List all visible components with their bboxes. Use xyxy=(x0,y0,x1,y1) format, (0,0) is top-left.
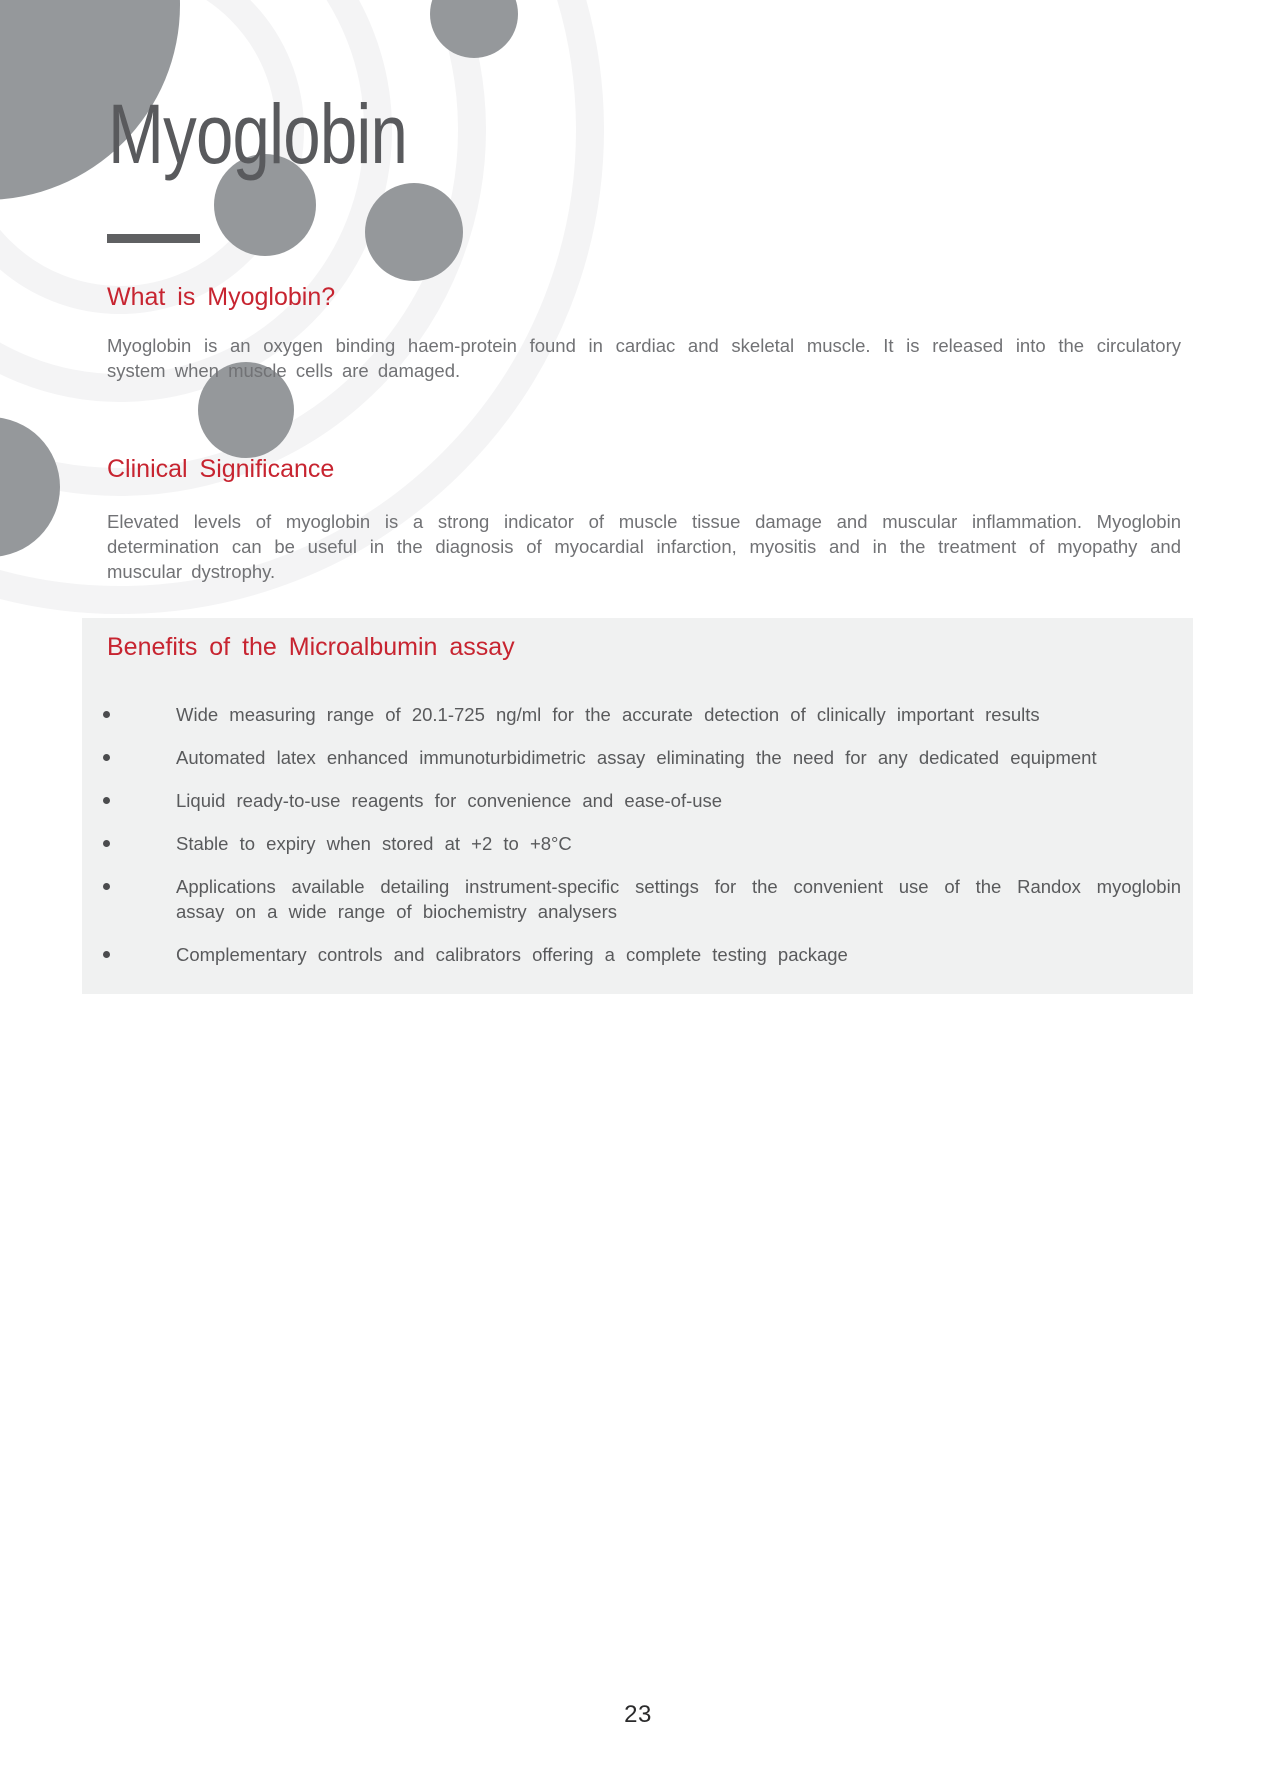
bullet-dot-icon xyxy=(103,754,110,761)
benefit-list-item-text: Liquid ready-to-use reagents for convenience and ease-of-use xyxy=(176,790,723,811)
benefits-heading: Benefits of the Microalbumin assay xyxy=(107,633,515,661)
benefit-list-item-text: Wide measuring range of 20.1-725 ng/ml for the accurate detection of clinically important results xyxy=(176,704,1040,725)
title-underline-rule xyxy=(107,234,200,243)
benefits-list xyxy=(103,702,1181,967)
benefit-list-item-text: Stable to expiry when stored at +2 to +8°C xyxy=(176,833,572,854)
bullet-dot-icon xyxy=(103,711,110,718)
section-body-what-is-myoglobin: Myoglobin is an oxygen binding haem-protein found in cardiac and skeletal muscle. It is released into the circulatory system when muscle cells are damaged. xyxy=(107,335,1181,381)
benefit-list-item xyxy=(103,745,1181,770)
benefit-list-item xyxy=(103,831,1181,856)
section-heading-what-is-myoglobin: What is Myoglobin? xyxy=(107,283,336,311)
benefit-list-item-text: Automated latex enhanced immunoturbidimetric assay eliminating the need for any dedicated equipment xyxy=(176,747,1097,768)
benefit-list-item xyxy=(103,942,1181,967)
page-number: 23 xyxy=(624,1701,652,1728)
benefit-list-item-text: Applications available detailing instrument-specific settings for the convenient use of the Randox myoglobin assay on a wide range of biochemistry analysers xyxy=(176,876,1181,922)
bullet-dot-icon xyxy=(103,951,110,958)
section-heading-clinical-significance: Clinical Significance xyxy=(107,455,335,483)
bullet-dot-icon xyxy=(103,883,110,890)
benefit-list-item xyxy=(103,702,1181,727)
section-body-clinical-significance: Elevated levels of myoglobin is a strong indicator of muscle tissue damage and muscular inflammation. Myoglobin determination can be useful in the diagnosis of myocardial infarction, myositis and in the treatment of myopathy and muscular dystrophy. xyxy=(107,511,1181,582)
benefit-list-item xyxy=(103,874,1181,924)
bullet-dot-icon xyxy=(103,840,110,847)
benefit-list-item xyxy=(103,788,1181,813)
page-title: Myoglobin xyxy=(108,87,408,181)
bullet-dot-icon xyxy=(103,797,110,804)
benefit-list-item-text: Complementary controls and calibrators offering a complete testing package xyxy=(176,944,848,965)
